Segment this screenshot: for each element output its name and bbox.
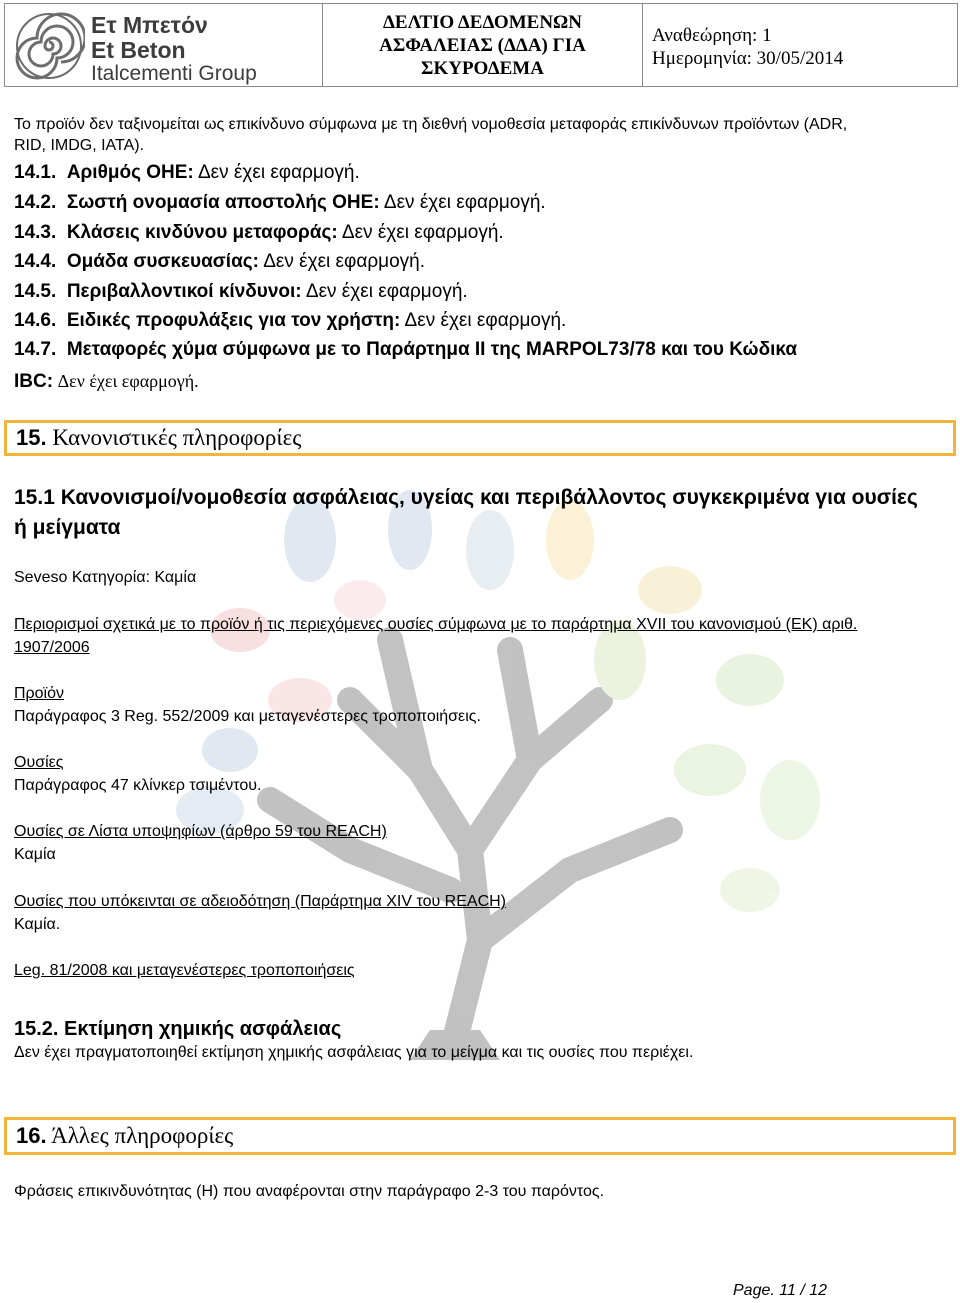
item-number: 14.3. <box>14 222 57 243</box>
item-14-1 <box>14 161 360 185</box>
revision-number: Αναθεώρηση: 1 <box>652 25 772 46</box>
title-line-3: ΣΚΥΡΟΔΕΜΑ <box>421 57 544 79</box>
item-label: IBC: <box>14 371 54 392</box>
intro-line-2: RID, IMDG, IATA). <box>14 137 145 154</box>
item-14-3 <box>14 221 504 245</box>
section-16-header <box>4 1117 956 1155</box>
authorisation-text: Καμία. <box>14 916 61 933</box>
section-15-1-heading-2: ή μείγματα <box>14 516 121 539</box>
item-value: Δεν έχει εφαρμογή. <box>301 281 468 302</box>
item-value: Δεν έχει εφαρμογή. <box>379 192 546 213</box>
item-value: Δεν έχει εφαρμογή. <box>400 310 567 331</box>
legislation-reference: Leg. 81/2008 και μεταγενέστερες τροποποιήσεις <box>14 962 355 979</box>
item-label: Περιβαλλοντικοί κίνδυνοι: <box>66 281 302 302</box>
product-text: Παράγραφος 3 Reg. 552/2009 και μεταγενέστερες τροποποιήσεις. <box>14 708 481 725</box>
item-label: Ειδικές προφυλάξεις για τον χρήστη: <box>66 310 401 331</box>
section-title: Άλλες πληροφορίες <box>51 1123 234 1148</box>
logo-cell <box>5 4 323 86</box>
authorisation-label: Ουσίες που υπόκεινται σε αδειοδότηση (Παράρτημα XIV του REACH) <box>14 893 506 910</box>
item-value: Δεν έχει εφαρμογή. <box>53 371 199 391</box>
section-number: 16. <box>16 1123 47 1148</box>
section-16-text: Φράσεις επικινδυνότητας (H) που αναφέρονται στην παράγραφο 2-3 του παρόντος. <box>14 1183 605 1200</box>
title-line-1: ΔΕΛΤΙΟ ΔΕΔΟΜΕΝΩΝ <box>382 11 582 33</box>
item-label: Μεταφορές χύμα σύμφωνα με το Παράρτημα II της MARPOL73/78 και του Κώδικα <box>66 339 798 360</box>
item-14-7 <box>14 338 797 362</box>
item-label: Σωστή ονομασία αποστολής ΟΗΕ: <box>66 192 380 213</box>
item-14-2 <box>14 191 546 215</box>
logo-line-2: Et Beton <box>91 37 186 63</box>
item-number: 14.5. <box>14 281 57 302</box>
substances-label: Ουσίες <box>14 754 64 771</box>
revision-date: Ημερομηνία: 30/05/2014 <box>652 48 844 69</box>
section-number: 15. <box>16 425 47 450</box>
title-line-2: ΑΣΦΑΛΕΙΑΣ (ΔΔΑ) ΓΙΑ <box>379 34 586 56</box>
logo-wordmark <box>91 12 257 86</box>
revision-cell <box>643 4 957 86</box>
candidate-list-label: Ουσίες σε Λίστα υποψηφίων (άρθρο 59 του REACH) <box>14 823 387 840</box>
document-header <box>4 3 958 87</box>
item-value: Δεν έχει εφαρμογή. <box>258 251 425 272</box>
item-label: Αριθμός ΟΗΕ: <box>66 162 194 183</box>
restrictions-line-2: 1907/2006 <box>14 639 90 656</box>
substances-text: Παράγραφος 47 κλίνκερ τσιμέντου. <box>14 777 262 794</box>
section-15-header <box>4 420 956 456</box>
logo-line-3: Italcementi Group <box>91 62 257 85</box>
item-number: 14.4. <box>14 251 57 272</box>
item-14-6 <box>14 309 566 333</box>
product-label: Προϊόν <box>14 685 65 702</box>
candidate-list-text: Καμία <box>14 846 56 863</box>
section-15-2-heading: 15.2. Εκτίμηση χημικής ασφάλειας <box>14 1018 342 1040</box>
document-title <box>379 11 586 80</box>
section-15-2-text: Δεν έχει πραγματοποιηθεί εκτίμηση χημικής ασφάλειας για το μείγμα και τις ουσίες που περιέχει. <box>14 1044 694 1061</box>
seveso-category: Seveso Κατηγορία: Καμία <box>14 569 197 586</box>
item-14-4 <box>14 250 425 274</box>
section-15-1-heading-1: 15.1 Κανονισμοί/νομοθεσία ασφάλειας, υγείας και περιβάλλοντος συγκεκριμένα για ουσίες <box>14 486 918 509</box>
logo-line-1: Ετ Μπετόν <box>91 12 208 38</box>
section-title: Κανονιστικές πληροφορίες <box>52 425 302 450</box>
item-14-7-cont <box>14 369 199 394</box>
item-number: 14.1. <box>14 162 57 183</box>
intro-line-1: Το προϊόν δεν ταξινομείται ως επικίνδυνο σύμφωνα με τη διεθνή νομοθεσία μεταφοράς επικίνδυνων προϊόντων (ADR, <box>14 116 848 133</box>
item-value: Δεν έχει εφαρμογή. <box>337 222 504 243</box>
page-number: Page. 11 / 12 <box>733 1282 827 1299</box>
spiral-logo-icon <box>15 10 85 82</box>
item-label: Ομάδα συσκευασίας: <box>66 251 259 272</box>
item-number: 14.7. <box>14 339 57 360</box>
item-number: 14.2. <box>14 192 57 213</box>
item-number: 14.6. <box>14 310 57 331</box>
item-value: Δεν έχει εφαρμογή. <box>193 162 360 183</box>
restrictions-line-1: Περιορισμοί σχετικά με το προϊόν ή τις περιεχόμενες ουσίες σύμφωνα με το παράρτημα XVII του κανονισμού (ΕΚ) αριθ. <box>14 616 858 633</box>
item-14-5 <box>14 280 468 304</box>
title-cell <box>323 4 643 86</box>
item-label: Κλάσεις κινδύνου μεταφοράς: <box>66 222 338 243</box>
